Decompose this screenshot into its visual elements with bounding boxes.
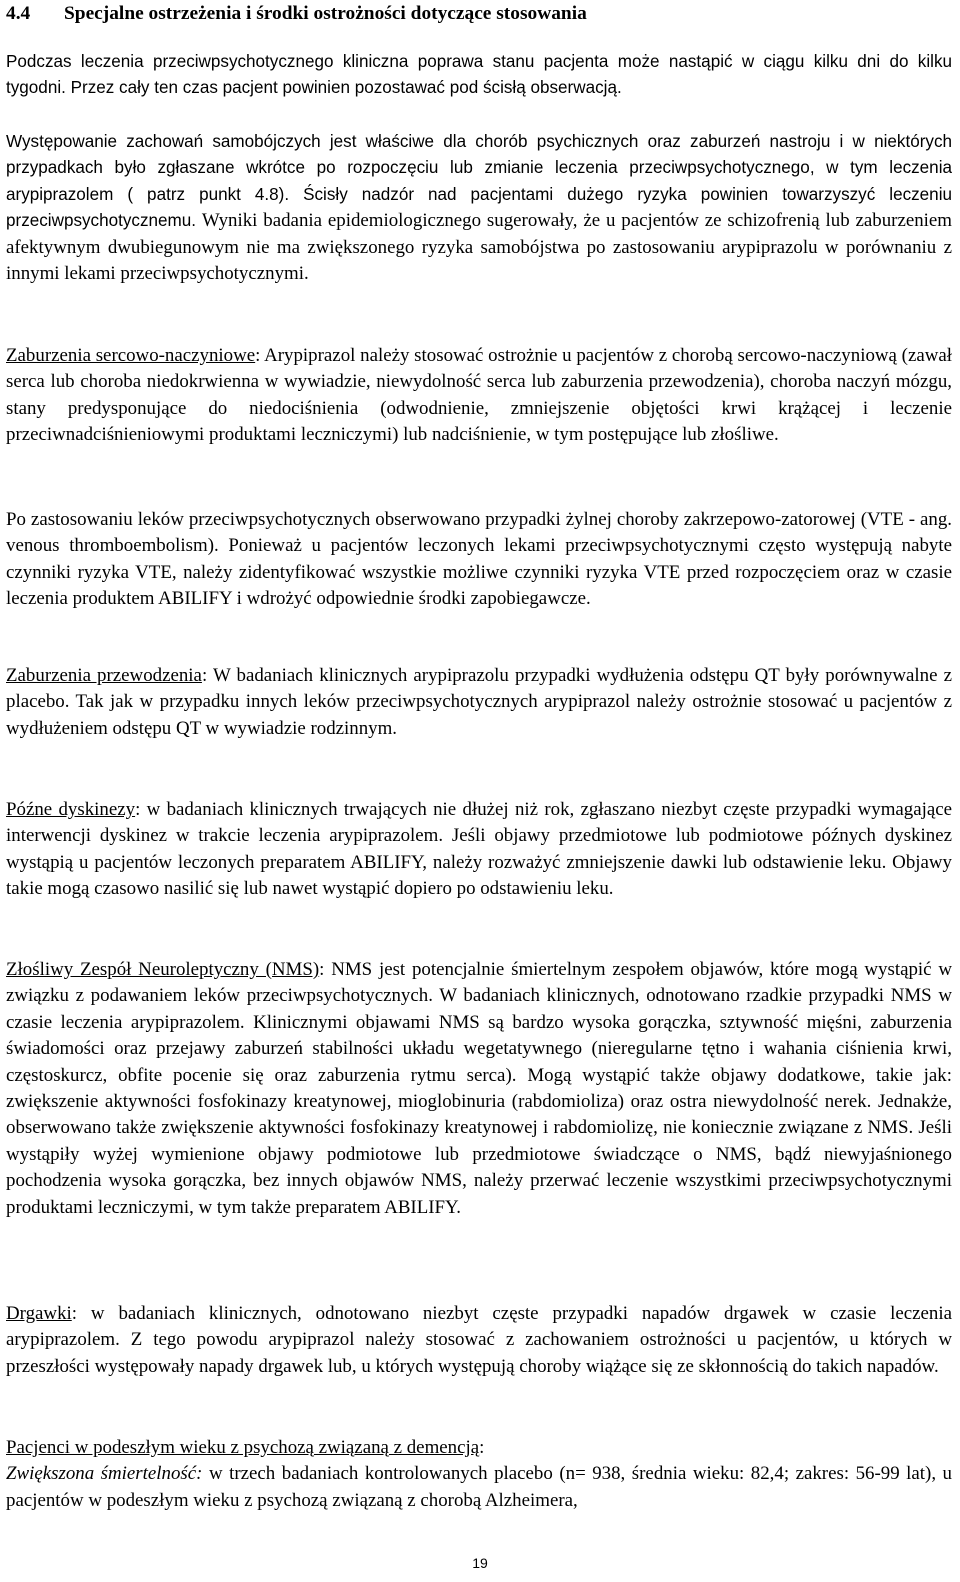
- paragraph-tardive-dyskinesia: [6, 797, 952, 903]
- suicidal-behaviour-text: Występowanie zachowań samobójczych jest właściwe dla chorób psychicznych oraz zaburzeń nastroju i w niektórych przypadkach było zgłaszane wkrótce po rozpoczęciu lub zmianie leczenia przeciwpsychotycznego, w tym leczenia arypiprazolem ( patrz punkt 4.8). Ścisły nadzór nad pacjentami dużego ryzyka powinien towarzyszyć leczeniu przeciwpsychotycznemu.: [6, 132, 952, 231]
- paragraph-conduction: [6, 663, 952, 742]
- section-heading: [6, 3, 952, 25]
- elderly-dementia-colon: :: [479, 1437, 485, 1458]
- cardiovascular-heading: Zaburzenia sercowo-naczyniowe: [6, 345, 256, 366]
- seizures-heading: Drgawki: [6, 1303, 72, 1324]
- elderly-dementia-text: w trzech badaniach kontrolowanych placebo (n= 938, średnia wieku: 82,4; zakres: 56-99 lat), u pacjentów w podeszłym wieku z psychozą związaną z chorobą Alzheimera,: [6, 1463, 952, 1511]
- paragraph-nms: [6, 957, 952, 1221]
- tardive-dyskinesia-heading: Późne dyskinezy: [6, 799, 136, 820]
- elderly-dementia-heading: Pacjenci w podeszłym wieku z psychozą związaną z demencją: [6, 1437, 480, 1458]
- increased-mortality-label: Zwiększona śmiertelność:: [6, 1463, 203, 1485]
- paragraph-clinical-improvement: Podczas leczenia przeciwpsychotycznego kliniczna poprawa stanu pacjenta może nastąpić w ciągu kilku dni do kilku tygodni. Przez cały ten czas pacjent powinien pozostawać pod ścisłą obserwacją.: [6, 52, 952, 98]
- paragraph-suicidal-behaviour: [6, 129, 952, 287]
- cardiovascular-text: : Arypiprazol należy stosować ostrożnie u pacjentów z chorobą sercowo-naczyniową (zawał serca lub choroba niedokrwienna w wywiadzie, niewydolność serca lub zaburzenia przewodzenia), choroba naczyń mózgu, stany predysponujące do niedociśnienia (odwodnienie, zmniejszenie objętości krwi krążącej i leczenie przeciwnadciśnieniowymi produktami leczniczymi) lub nadciśnienie, w tym postępujące lub złośliwe.: [6, 345, 952, 446]
- paragraph-elderly-dementia: [6, 1435, 952, 1514]
- nms-heading: Złośliwy Zespół Neuroleptyczny (NMS): [6, 959, 320, 980]
- conduction-text: : W badaniach klinicznych arypiprazolu przypadki wydłużenia odstępu QT były porównywalne z placebo. Tak jak w przypadku innych leków przeciwpsychotycznych arypiprazol należy ostrożnie stosować u pacjentów z wydłużeniem odstępu QT w wywiadzie rodzinnym.: [6, 665, 952, 739]
- section-title: Specjalne ostrzeżenia i środki ostrożności dotyczące stosowania: [64, 3, 587, 24]
- section-number: 4.4: [6, 3, 31, 24]
- tardive-dyskinesia-text: : w badaniach klinicznych trwających nie dłużej niż rok, zgłaszano niezbyt częste przypadki wymagające interwencji dyskinez w trakcie leczenia arypiprazolem. Jeśli objawy przedmiotowe lub podmiotowe późnych dyskinez wystąpią u pacjentów leczonych preparatem ABILIFY, należy rozważyć zmniejszenie dawki lub odstawienie leku. Objawy takie mogą czasowo nasilić się lub nawet wystąpić dopiero po odstawieniu leku.: [6, 799, 952, 900]
- paragraph-seizures: [6, 1301, 952, 1380]
- page-number: 19: [472, 1555, 488, 1571]
- conduction-heading: Zaburzenia przewodzenia: [6, 665, 202, 686]
- nms-text: : NMS jest potencjalnie śmiertelnym zespołem objawów, które mogą wystąpić w związku z podawaniem leków przeciwpsychotycznych. W badaniach klinicznych, odnotowano rzadkie przypadki NMS w czasie leczenia arypiprazolem. Klinicznymi objawami NMS są bardzo wysoka gorączka, sztywność mięśni, zaburzenia świadomości oraz przejawy zaburzeń stabilności układu wegetatywnego (nieregularne tętno i wahania ciśnienia krwi, częstoskurcz, obfite pocenie się oraz zaburzenia rytmu serca). Mogą wystąpić także objawy dodatkowe, takie jak: zwiększenie aktywności fosfokinazy kreatynowej, mioglobinuria (rabdomioliza) oraz ostra niewydolność nerek. Jednakże, obserwowano także zwiększenie aktywności fosfokinazy kreatynowej i rabdomiolizę, nie koniecznie związane z NMS. Jeśli wystąpiły wyżej wymienione objawy podmiotowe lub przedmiotowe świadczące o NMS, bądź niewyjaśnionego pochodzenia wysoka gorączka, bez innych objawów NMS, należy przerwać leczenie wszystkimi przeciwpsychotycznymi produktami leczniczymi, w tym także preparatem ABILIFY.: [6, 959, 952, 1218]
- paragraph-vte: Po zastosowaniu leków przeciwpsychotycznych obserwowano przypadki żylnej choroby zakrzepowo-zatorowej (VTE - ang. venous thromboembolism). Ponieważ u pacjentów leczonych lekami przeciwpsychotycznymi często występują nabyte czynniki ryzyka VTE, należy zidentyfikować wszystkie możliwe czynniki ryzyka VTE przed rozpoczęciem oraz w czasie leczenia produktem ABILIFY i wdrożyć odpowiednie środki zapobiegawcze.: [6, 509, 952, 610]
- paragraph-cardiovascular: [6, 343, 952, 449]
- seizures-text: : w badaniach klinicznych, odnotowano niezbyt częste przypadki napadów drgawek w czasie leczenia arypiprazolem. Z tego powodu arypiprazol należy stosować z zachowaniem ostrożności u pacjentów, u których w przeszłości występowały napady drgawek lub, u których występują choroby wiążące się ze skłonnością do takich napadów.: [6, 1303, 952, 1377]
- epidemiological-study-text: Wyniki badania epidemiologicznego sugerowały, że u pacjentów ze schizofrenią lub zaburzeniem afektywnym dwubiegunowym nie ma zwiększonego ryzyka samobójstwa po zastosowaniu arypiprazolu w porównaniu z innymi lekami przeciwpsychotycznymi.: [6, 210, 953, 285]
